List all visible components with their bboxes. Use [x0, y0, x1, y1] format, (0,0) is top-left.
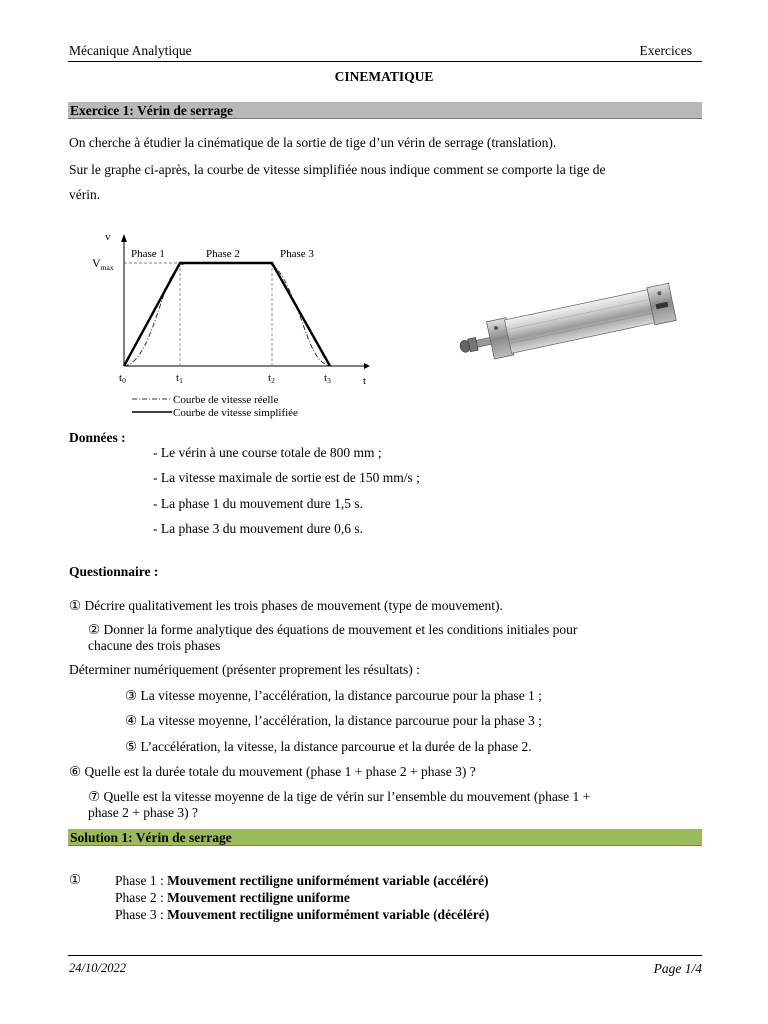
question-3: ③ La vitesse moyenne, l’accélération, la distance parcourue pour la phase 1 ;: [125, 688, 542, 703]
exercise-heading: Exercice 1: Vérin de serrage: [68, 102, 702, 119]
vmax-label: $V_{max}$: [92, 256, 114, 272]
question-7-end: phase 2 + phase 3) ?: [88, 805, 198, 820]
solution-line: Phase 1 : Mouvement rectiligne uniformément variable (accéléré): [115, 873, 489, 888]
legend-simplified-label: Courbe de vitesse simplifiée: [173, 407, 298, 419]
solution-line: Phase 3 : Mouvement rectiligne uniformément variable (décéléré): [115, 907, 490, 922]
question-4: ④ La vitesse moyenne, l’accélération, la distance parcourue pour la phase 3 ;: [125, 713, 542, 728]
question-6: ⑥ Quelle est la durée totale du mouvement (phase 1 + phase 2 + phase 3) ?: [69, 764, 476, 779]
phase-2-label: Phase 2: [206, 248, 240, 260]
question-1: ① Décrire qualitativement les trois phases de mouvement (type de mouvement).: [69, 598, 503, 613]
donnees-item: - La phase 1 du mouvement dure 1,5 s.: [153, 496, 363, 511]
questionnaire-label: Questionnaire :: [69, 564, 159, 579]
legend-real-label: Courbe de vitesse réelle: [173, 394, 279, 406]
solution-marker: ①: [69, 872, 82, 887]
header-rule: [68, 61, 702, 62]
solution-heading: Solution 1: Vérin de serrage: [68, 829, 702, 846]
phase-3-label: Phase 3: [280, 248, 314, 260]
t1-label: t1: [176, 372, 183, 385]
footer-rule: [68, 955, 702, 956]
intro-paragraph-2: Sur le graphe ci-après, la courbe de vitesse simplifiée nous indique comment se comporte la tige de: [69, 162, 606, 177]
footer-page-number: Page 1/4: [653, 961, 702, 976]
t2-label: t2: [268, 372, 275, 385]
t3-label: t3: [324, 372, 331, 385]
solution-list: [115, 872, 489, 923]
question-7: ⑦ Quelle est la vitesse moyenne de la tige de vérin sur l’ensemble du mouvement (phase 1 +: [88, 789, 591, 804]
phase-1-label: Phase 1: [131, 248, 165, 260]
pneumatic-cylinder-image: [452, 270, 692, 370]
question-5: ⑤ L’accélération, la vitesse, la distance parcourue et la durée de la phase 2.: [125, 739, 532, 754]
footer-date: 24/10/2022: [69, 961, 126, 975]
page-title: CINEMATIQUE: [334, 69, 434, 84]
question-2-end: chacune des trois phases: [88, 638, 221, 653]
t-axis-label: t: [363, 375, 367, 387]
simplified-velocity-curve: [124, 263, 330, 366]
determine-intro: Déterminer numériquement (présenter proprement les résultats) :: [69, 662, 420, 677]
intro-paragraph-2-end: vérin.: [69, 187, 101, 202]
donnees-item: - La phase 3 du mouvement dure 0,6 s.: [153, 521, 363, 536]
donnees-item: - Le vérin à une course totale de 800 mm ;: [153, 445, 382, 460]
donnees-item: - La vitesse maximale de sortie est de 150 mm/s ;: [153, 470, 420, 485]
real-velocity-curve: [124, 263, 330, 366]
velocity-graph: [88, 226, 367, 426]
v-axis-label: v: [105, 231, 111, 243]
question-2: ② Donner la forme analytique des équations de mouvement et les conditions initiales pour: [88, 622, 578, 637]
header-course-title: Mécanique Analytique: [69, 43, 192, 58]
t0-label: t0: [119, 372, 126, 385]
solution-line: Phase 2 : Mouvement rectiligne uniforme: [115, 890, 350, 905]
donnees-label: Données :: [69, 430, 126, 445]
intro-paragraph-1: On cherche à étudier la cinématique de la sortie de tige d’un vérin de serrage (translation).: [69, 135, 557, 150]
header-section: Exercices: [639, 43, 692, 58]
